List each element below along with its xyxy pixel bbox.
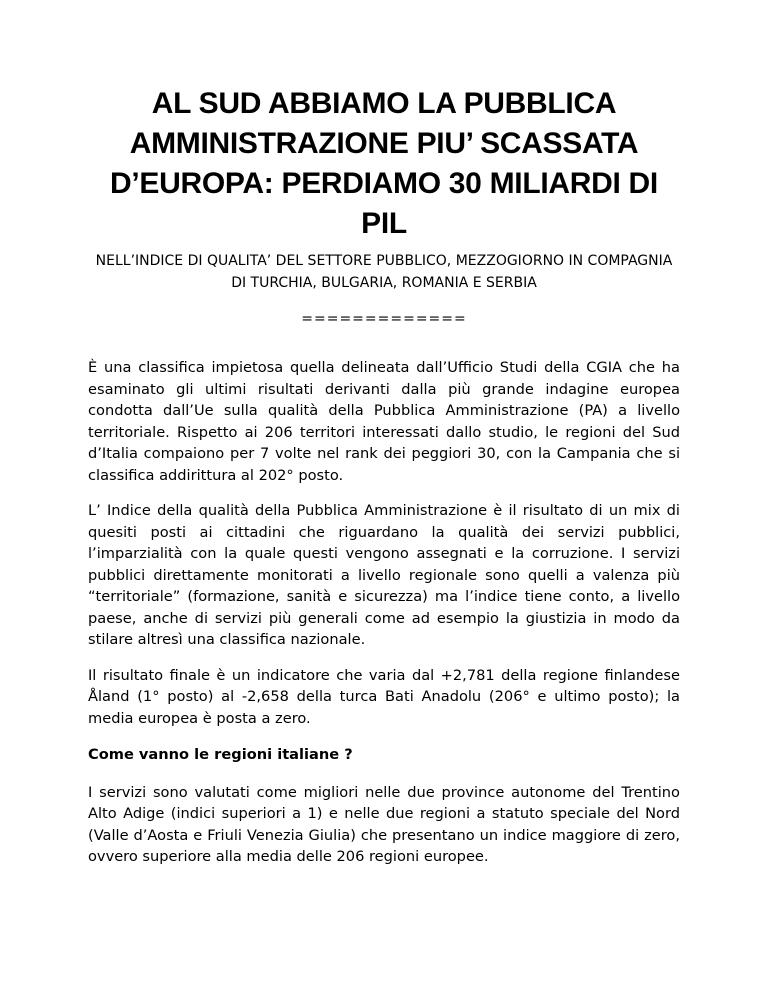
- body-paragraph: L’ Indice della qualità della Pubblica Amministrazione è il risultato di un mix di quesiti posti ai cittadini che riguardano la qualità dei servizi pubblici, l’imparzialità con la quale questi vengono assegnati e la corruzione. I servizi pubblici direttamente monitorati a livello regionale sono quelli a valenza più “territoriale” (formazione, sanità e sicurezza) ma l’indice tiene conto, a livello paese, anche di servizi più generali come ad esempio la giustizia in modo da stilare altresì una classifica nazionale.: [88, 502, 680, 648]
- separator-line: =============: [301, 311, 467, 327]
- section-paragraph: I servizi sono valutati come migliori nelle due province autonome del Trentino Alto Adige (indici superiori a 1) e nelle due regioni a statuto speciale del Nord (Valle d’Aosta e Friuli Venezia Giulia) che presentano un indice maggiore di zero, ovvero superiore alla media delle 206 regioni europee.: [88, 783, 680, 865]
- section-heading: Come vanno le regioni italiane ?: [88, 746, 353, 763]
- article-subtitle: NELL’INDICE DI QUALITA’ DEL SETTORE PUBBLICO, MEZZOGIORNO IN COMPAGNIA DI TURCHIA, BULGARIA, ROMANIA E SERBIA: [95, 253, 673, 291]
- document-page: [88, 84, 680, 868]
- article-title: AL SUD ABBIAMO LA PUBBLICA AMMINISTRAZIONE PIU’ SCASSATA D’EUROPA: PERDIAMO 30 MILIARDI DI PIL: [110, 87, 658, 240]
- body-paragraph: Il risultato finale è un indicatore che varia dal +2,781 della regione finlandese Åland (1° posto) al -2,658 della turca Bati Anadolu (206° e ultimo posto); la media europea è posta a zero.: [88, 666, 680, 727]
- body-paragraph: È una classifica impietosa quella delineata dall’Ufficio Studi della CGIA che ha esaminato gli ultimi risultati derivanti dalla più grande indagine europea condotta dall’Ue sulla qualità della Pubblica Amministrazione (PA) a livello territoriale. Rispetto ai 206 territori interessati dallo studio, le regioni del Sud d’Italia compaiono per 7 volte nel rank dei peggiori 30, con la Campania che si classifica addirittura al 202° posto.: [88, 359, 680, 484]
